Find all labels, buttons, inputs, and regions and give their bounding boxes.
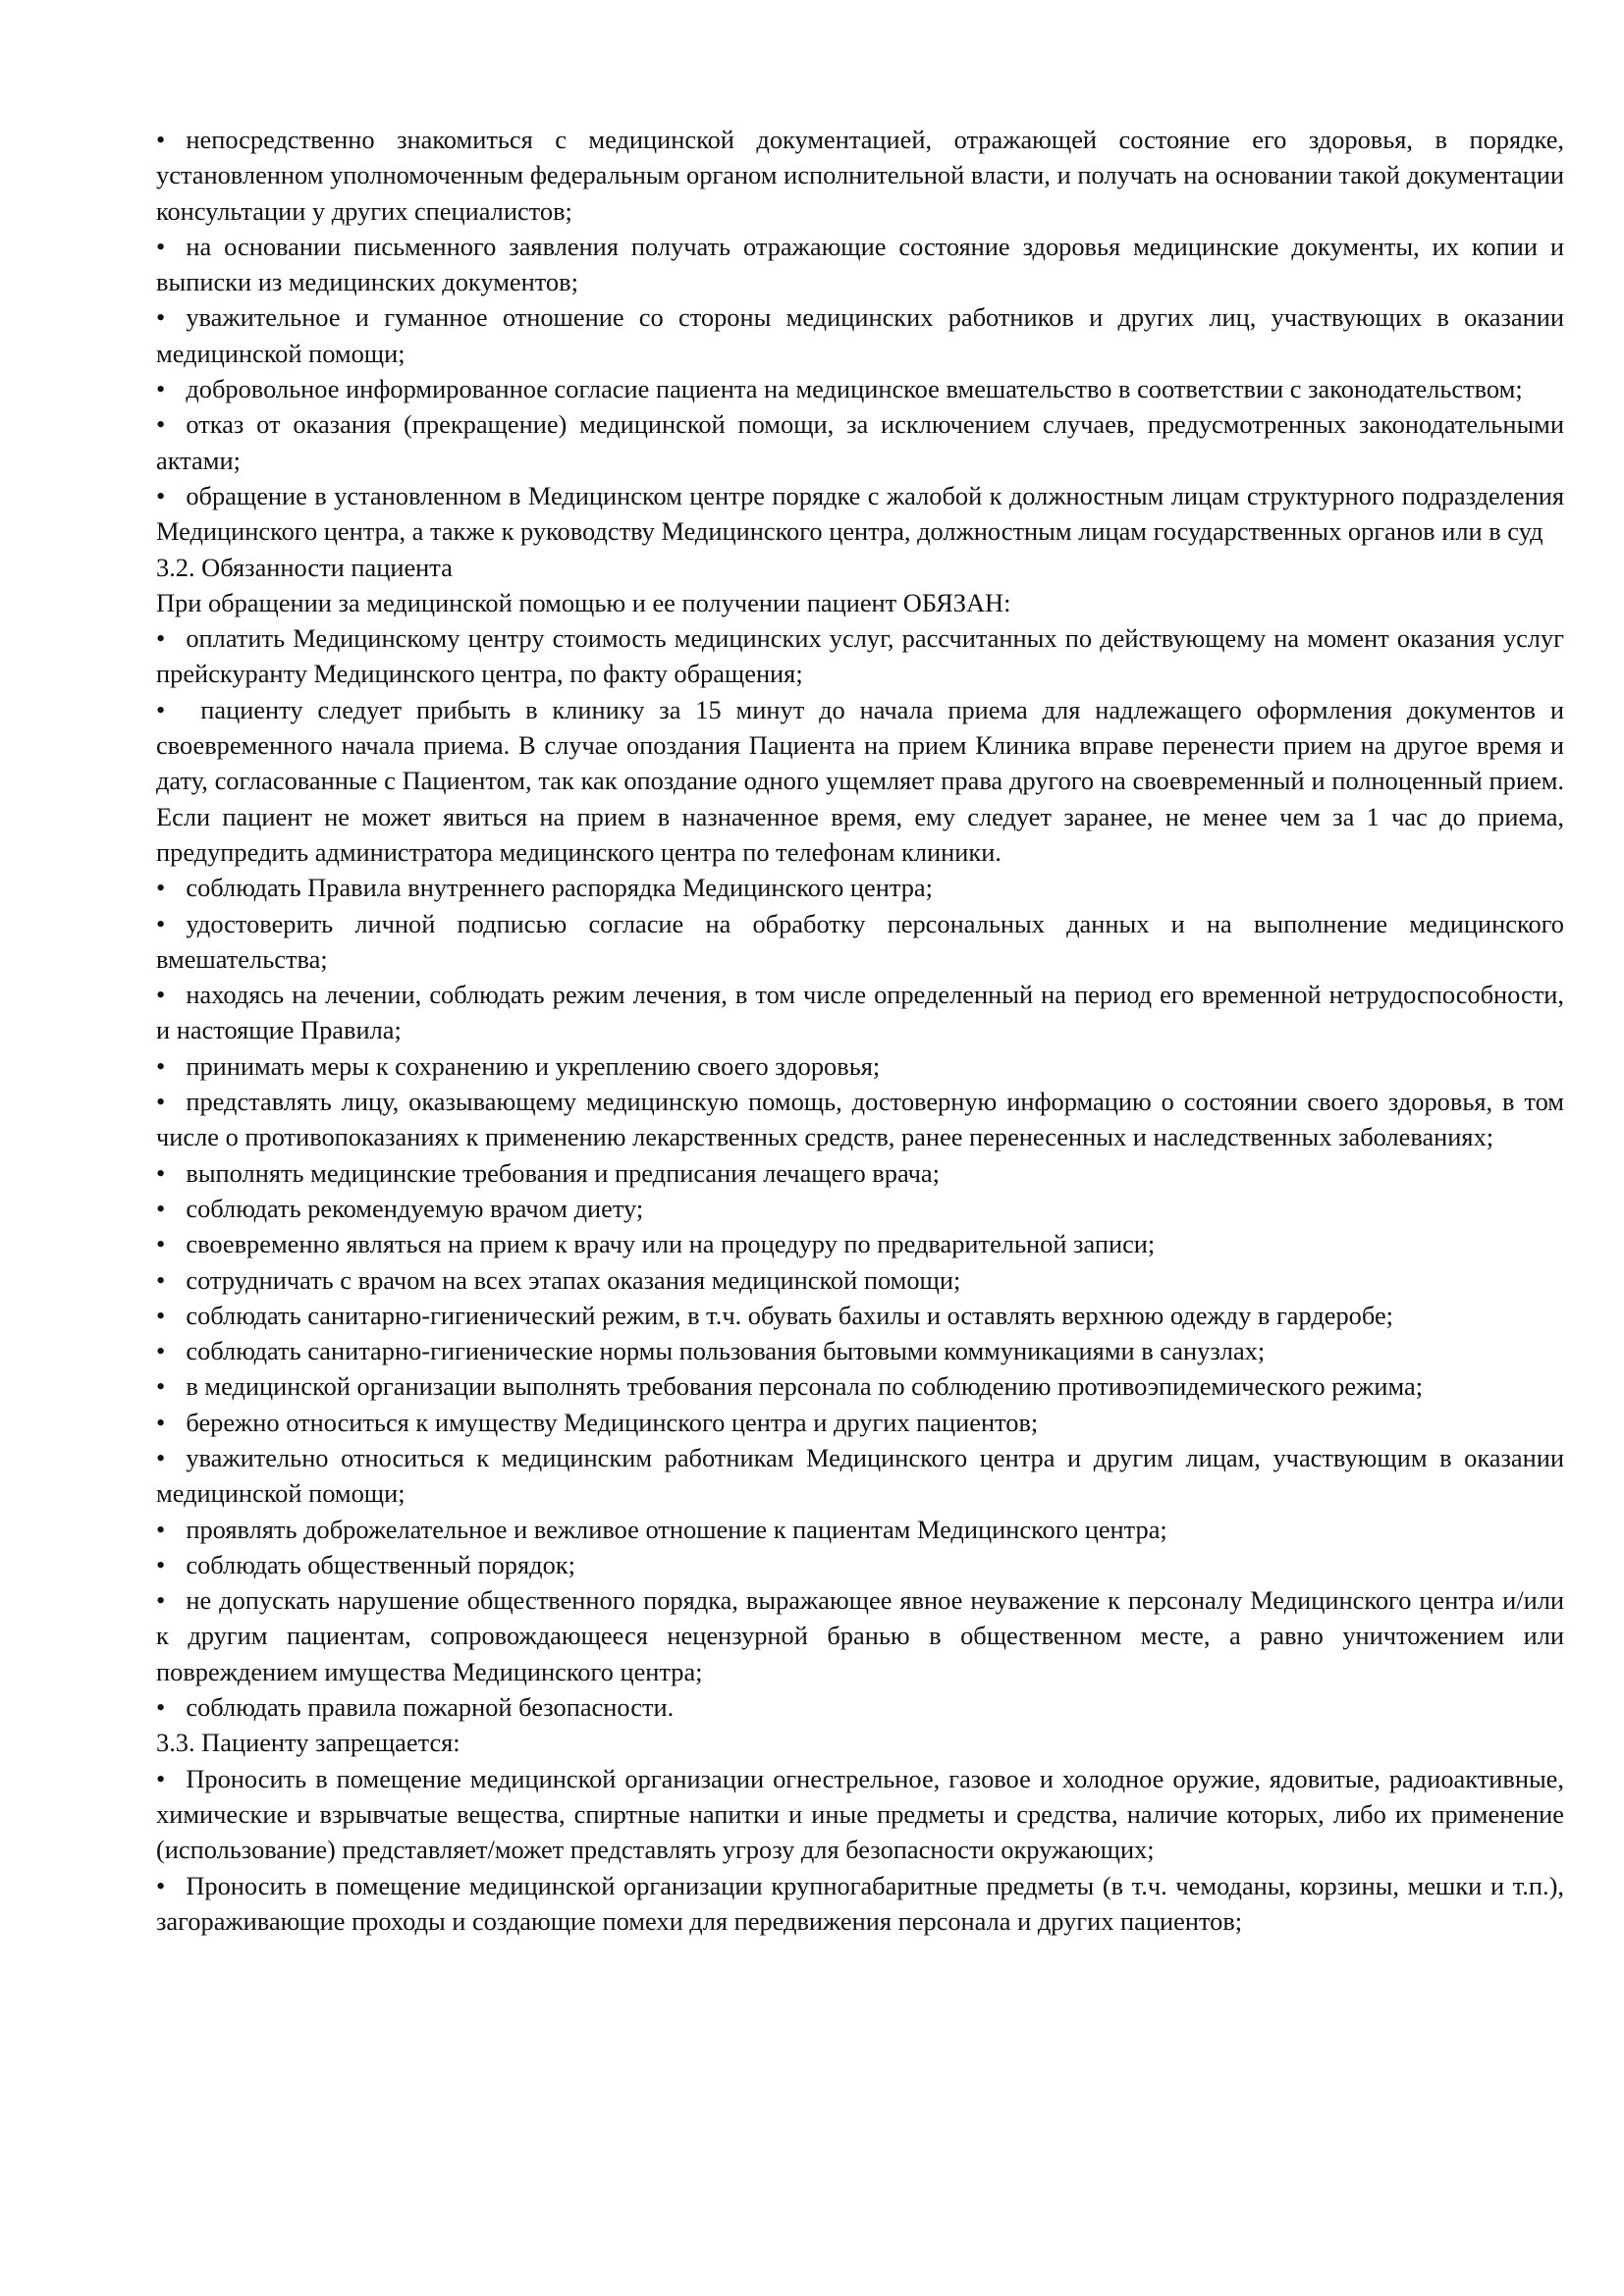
- list-item: [156, 1868, 1564, 1940]
- list-item: [156, 299, 1564, 371]
- bullet-icon: •: [156, 1229, 166, 1259]
- bullet-icon: •: [156, 480, 166, 510]
- section-3-2-intro: При обращении за медицинской помощью и ее получении пациент ОБЯЗАН:: [156, 587, 1011, 617]
- list-item-text: уважительно относиться к медицинским работникам Медицинского центра и другим лицам, участвующим в оказании медицинской помощи;: [156, 1442, 1564, 1509]
- bullet-icon: •: [156, 1870, 166, 1900]
- bullet-icon: •: [156, 1371, 166, 1402]
- bullet-icon: •: [156, 908, 166, 938]
- section-3-2-heading: 3.2. Обязанности пациента: [156, 552, 453, 582]
- list-item-text: добровольное информированное согласие пациента на медицинское вмешательство в соответствии с законодательством;: [186, 374, 1523, 404]
- list-item-text: соблюдать санитарно-гигиенические нормы пользования бытовыми коммуникациями в санузлах;: [186, 1336, 1266, 1366]
- document-page: [156, 122, 1564, 1939]
- list-item: [156, 122, 1564, 229]
- list-item-text: соблюдать Правила внутреннего распорядка Медицинского центра;: [186, 873, 933, 903]
- bullet-icon: •: [156, 873, 166, 903]
- list-item: [156, 406, 1564, 478]
- section-3-3-heading: 3.3. Пациенту запрещается:: [156, 1728, 460, 1758]
- obligations-list: [156, 620, 1564, 1725]
- list-item-text: обращение в установленном в Медицинском центре порядке с жалобой к должностным лицам структурного подразделения Медицинского центра, а также к руководству Медицинского центра, должностным лицам государственных органов или в суд: [156, 480, 1564, 547]
- list-item: [156, 620, 1564, 692]
- list-item: [156, 1262, 1564, 1298]
- list-item: [156, 1084, 1564, 1155]
- list-item: [156, 1512, 1564, 1547]
- bullet-icon: •: [156, 1264, 166, 1295]
- list-item: [156, 1226, 1564, 1261]
- list-item: [156, 1689, 1564, 1725]
- list-item-text: соблюдать рекомендуемую врачом диету;: [186, 1193, 644, 1223]
- list-item: [156, 1191, 1564, 1226]
- list-item-text: своевременно являться на прием к врачу или на процедуру по предварительной записи;: [186, 1229, 1156, 1259]
- bullet-icon: •: [156, 623, 166, 654]
- bullet-icon: •: [156, 1549, 166, 1579]
- list-item: [156, 1761, 1564, 1868]
- list-item: [156, 1405, 1564, 1440]
- list-item: [156, 1547, 1564, 1582]
- list-item: [156, 977, 1564, 1048]
- list-item-text: Проносить в помещение медицинской организации огнестрельное, газовое и холодное оружие, ядовитые, радиоактивные, химические и взрывчатые вещества, спиртные напитки и иные предметы и средства, наличие которых, либо их применение (использование) представляет/может представлять угрозу для безопасности окружающих;: [156, 1763, 1564, 1865]
- bullet-icon: •: [156, 1193, 166, 1223]
- bullet-icon: •: [156, 980, 166, 1010]
- list-item: [156, 229, 1564, 300]
- bullet-icon: •: [156, 1157, 166, 1188]
- bullet-icon: •: [156, 1050, 166, 1081]
- bullet-icon: •: [156, 1514, 166, 1544]
- list-item-text: непосредственно знакомиться с медицинской документацией, отражающей состояние его здоровья, в порядке, установленном уполномоченным федеральным органом исполнительной власти, и получать на основании такой документации консультации у других специалистов;: [156, 125, 1564, 226]
- bullet-icon: •: [156, 1692, 166, 1723]
- bullet-icon: •: [156, 125, 166, 154]
- bullet-icon: •: [156, 231, 166, 261]
- list-item: [156, 1333, 1564, 1368]
- rights-list: [156, 122, 1564, 550]
- list-item-text: пациенту следует прибыть в клинику за 15 минут до начала приема для надлежащего оформления документов и своевременного начала приема. В случае опоздания Пациента на прием Клиника вправе перенести прием на другое время и дату, согласованные с Пациентом, так как опоздание одного ущемляет права другого на своевременный и полноценный прием. Если пациент не может явиться на прием в назначенное время, ему следует заранее, не менее чем за 1 час до приема, предупредить администратора медицинского центра по телефонам клиники.: [156, 694, 1564, 867]
- list-item-text: в медицинской организации выполнять требования персонала по соблюдению противоэпидемического режима;: [186, 1371, 1424, 1402]
- list-item: [156, 1298, 1564, 1333]
- list-item: [156, 1155, 1564, 1191]
- list-item-text: на основании письменного заявления получать отражающие состояние здоровья медицинские документы, их копии и выписки из медицинских документов;: [156, 231, 1564, 297]
- list-item-text: соблюдать правила пожарной безопасности.: [186, 1692, 675, 1723]
- bullet-icon: •: [156, 1087, 166, 1117]
- list-item-text: принимать меры к сохранению и укреплению своего здоровья;: [186, 1050, 881, 1081]
- prohibitions-list: [156, 1761, 1564, 1939]
- list-item-text: оплатить Медицинскому центру стоимость медицинских услуг, рассчитанных по действующему на момент оказания услуг прейскуранту Медицинского центра, по факту обращения;: [156, 623, 1564, 689]
- list-item: [156, 870, 1564, 905]
- list-item-text: проявлять доброжелательное и вежливое отношение к пациентам Медицинского центра;: [186, 1514, 1167, 1544]
- list-item-text: отказ от оказания (прекращение) медицинской помощи, за исключением случаев, предусмотренных законодательными актами;: [156, 409, 1564, 475]
- bullet-icon: •: [156, 1300, 166, 1330]
- list-item-text: выполнять медицинские требования и предписания лечащего врача;: [186, 1157, 940, 1188]
- list-item-text: удостоверить личной подписью согласие на обработку персональных данных и на выполнение медицинского вмешательства;: [156, 908, 1564, 974]
- bullet-icon: •: [156, 1763, 166, 1793]
- list-item-text: представлять лицу, оказывающему медицинскую помощь, достоверную информацию о состоянии своего здоровья, в том числе о противопоказаниях к применению лекарственных средств, ранее перенесенных и наследственных заболеваниях;: [156, 1087, 1564, 1152]
- list-item: [156, 1582, 1564, 1689]
- list-item: [156, 692, 1564, 870]
- bullet-icon: •: [156, 1407, 166, 1437]
- bullet-icon: •: [156, 1442, 166, 1472]
- list-item: [156, 478, 1564, 550]
- bullet-icon: •: [156, 1336, 166, 1366]
- list-item-text: не допускать нарушение общественного порядка, выражающее явное неуважение к персоналу Медицинского центра и/или к другим пациентам, сопровождающееся нецензурной бранью в общественном месте, а равно уничтожением или повреждением имущества Медицинского центра;: [156, 1585, 1564, 1686]
- list-item-text: Проносить в помещение медицинской организации крупногабаритные предметы (в т.ч. чемоданы, корзины, мешки и т.п.), загораживающие проходы и создающие помехи для передвижения персонала и других пациентов;: [156, 1870, 1564, 1936]
- list-item: [156, 1048, 1564, 1084]
- bullet-icon: •: [156, 374, 166, 404]
- list-item: [156, 906, 1564, 978]
- list-item: [156, 371, 1564, 406]
- list-item-text: бережно относиться к имуществу Медицинского центра и других пациентов;: [186, 1407, 1039, 1437]
- list-item-text: соблюдать санитарно-гигиенический режим, в т.ч. обувать бахилы и оставлять верхнюю одежду в гардеробе;: [186, 1300, 1393, 1330]
- list-item: [156, 1368, 1564, 1404]
- bullet-icon: •: [156, 302, 166, 333]
- list-item-text: находясь на лечении, соблюдать режим лечения, в том числе определенный на период его временной нетрудоспособности, и настоящие Правила;: [156, 980, 1564, 1045]
- list-item-text: соблюдать общественный порядок;: [186, 1549, 575, 1579]
- bullet-icon: •: [156, 1585, 166, 1616]
- list-item-text: уважительное и гуманное отношение со стороны медицинских работников и других лиц, участвующих в оказании медицинской помощи;: [156, 302, 1564, 368]
- list-item: [156, 1440, 1564, 1512]
- bullet-icon: •: [156, 694, 166, 724]
- list-item-text: сотрудничать с врачом на всех этапах оказания медицинской помощи;: [186, 1264, 961, 1295]
- bullet-icon: •: [156, 409, 166, 440]
